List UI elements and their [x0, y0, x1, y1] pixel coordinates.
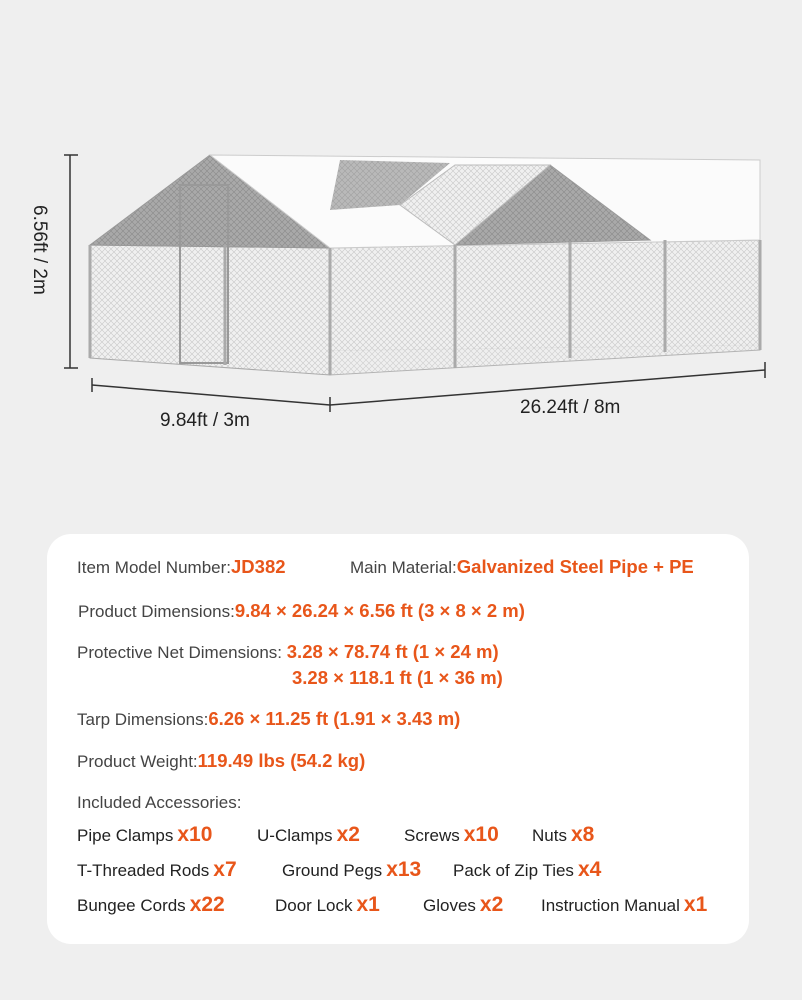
model-row [77, 556, 286, 578]
accessory-item: Gloves x2 [423, 893, 504, 916]
model-label: Item Model Number: [77, 558, 231, 577]
weight-label: Product Weight: [77, 752, 198, 771]
accessory-item: Bungee Cords x22 [77, 893, 225, 916]
weight-row [77, 750, 365, 772]
end-wall [90, 245, 330, 375]
spec-card [47, 534, 749, 944]
accessory-item: Door Lock x1 [275, 893, 380, 916]
accessory-item: Pack of Zip Ties x4 [453, 858, 602, 881]
model-value: JD382 [231, 556, 286, 577]
material-label: Main Material: [350, 558, 457, 577]
tarp-dimensions-value: 6.26 × 11.25 ft (1.91 × 3.43 m) [208, 708, 461, 729]
net-dimensions-value-1: 3.28 × 78.74 ft (1 × 24 m) [286, 641, 499, 662]
product-dimensions-row [78, 600, 525, 622]
front-wall [330, 240, 760, 375]
accessory-item: Pipe Clamps x10 [77, 823, 213, 846]
accessory-item: U-Clamps x2 [257, 823, 360, 846]
weight-value: 119.49 lbs (54.2 kg) [197, 750, 366, 771]
net-dimensions-row-2 [292, 667, 503, 689]
accessory-item: Screws x10 [404, 823, 499, 846]
net-dimensions-value-2: 3.28 × 118.1 ft (1 × 36 m) [292, 667, 503, 688]
width-dimension-label: 9.84ft / 3m [160, 410, 250, 431]
accessory-item: Instruction Manual x1 [541, 893, 708, 916]
accessory-item: T-Threaded Rods x7 [77, 858, 237, 881]
height-dimension-label: 6.56ft / 2m [29, 205, 50, 295]
length-dimension-label: 26.24ft / 8m [520, 397, 621, 418]
net-dimensions-row [77, 641, 499, 663]
material-row [350, 556, 694, 578]
material-value: Galvanized Steel Pipe + PE [456, 556, 694, 577]
accessory-item: Ground Pegs x13 [282, 858, 422, 881]
tarp-dimensions-row [77, 708, 460, 730]
product-dimensions-label: Product Dimensions: [78, 602, 235, 621]
accessories-heading: Included Accessories: [77, 793, 242, 812]
accessory-item: Nuts x8 [532, 823, 595, 846]
product-dimensions-value: 9.84 × 26.24 × 6.56 ft (3 × 8 × 2 m) [234, 600, 525, 621]
net-dimensions-label: Protective Net Dimensions: [77, 643, 283, 662]
tarp-dimensions-label: Tarp Dimensions: [77, 710, 209, 729]
